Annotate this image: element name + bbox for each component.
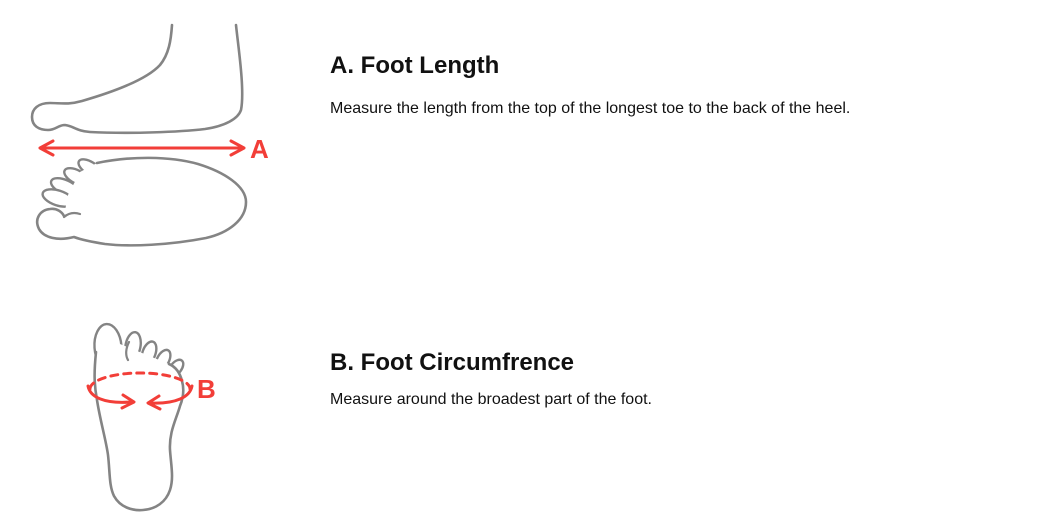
foot-side-view-outline	[32, 25, 242, 133]
foot-circumference-description: Measure around the broadest part of the foot.	[330, 391, 652, 408]
foot-circumference-heading: B. Foot Circumfrence	[330, 348, 575, 376]
marker-a-label: A	[250, 134, 269, 164]
foot-length-heading: A. Foot Length	[330, 51, 500, 79]
foot-circumference-illustration	[80, 312, 228, 520]
foot-top-view-vertical	[93, 323, 186, 510]
length-measurement-arrow	[40, 141, 244, 155]
foot-length-description: Measure the length from the top of the longest toe to the back of the heel.	[330, 100, 851, 117]
foot-top-view-horizontal	[37, 156, 246, 245]
foot-length-illustration	[28, 22, 278, 254]
marker-b-label: B	[197, 374, 216, 404]
